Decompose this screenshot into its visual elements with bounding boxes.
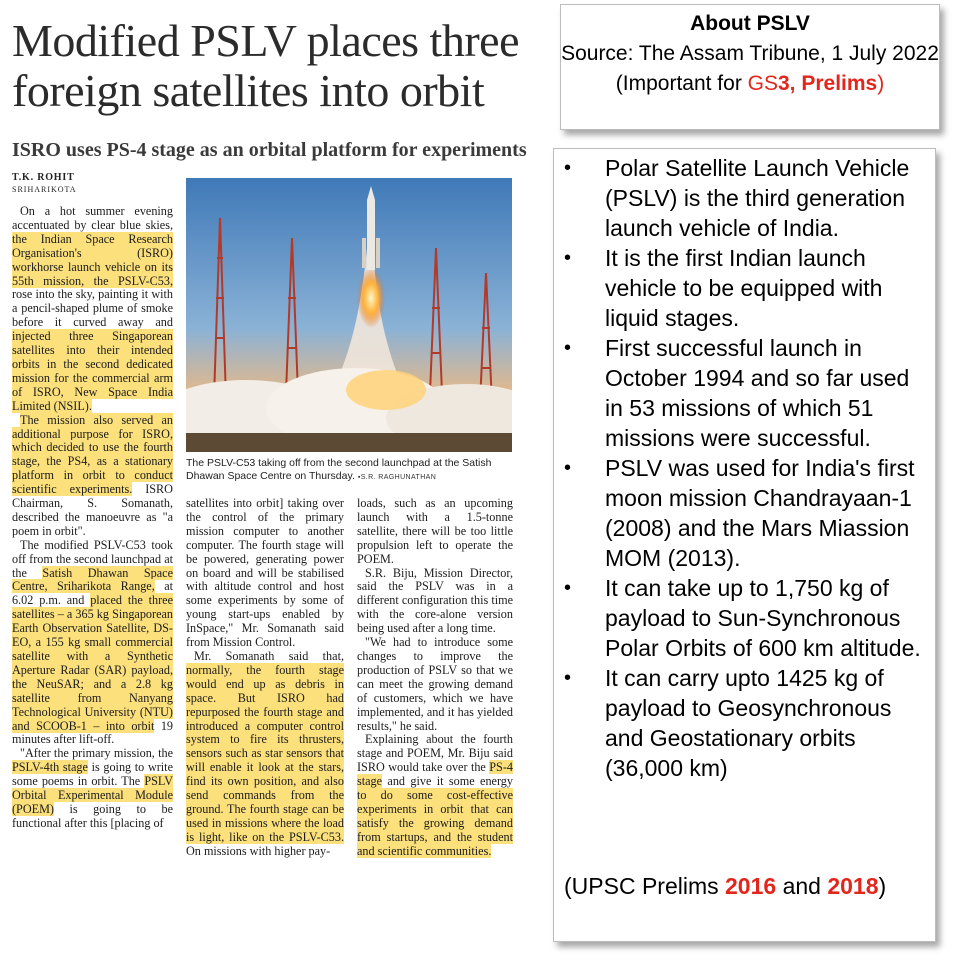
article-paragraph: On a hot summer evening accentuated by clear blue skies, the Indian Space Research Organisation's (ISRO) workhorse launch vehicle on its 55th mission, the PSLV-C53, rose into the sky, painting it with a pencil-shaped plume of smoke before it curved away and injected three Singaporean satellites into their intended orbits in the second dedicated mission for the commercial arm of ISRO, New Space India Limited (NSIL). bbox=[12, 204, 173, 413]
pslv-facts-box bbox=[553, 148, 936, 942]
bullet-icon: • bbox=[564, 157, 572, 179]
upsc-prelims-note: (UPSC Prelims 2016 and 2018) bbox=[564, 873, 887, 899]
about-title: About PSLV bbox=[690, 12, 810, 35]
article-paragraph: loads, such as an upcoming launch with a 1.5-tonne satellite, there will be too little propulsion left to operate the POEM. bbox=[357, 496, 513, 566]
fact-item: • PSLV was used for India's first moon mission Chandrayaan-1 (2008) and the Mars Miassion MOM (2013). bbox=[564, 455, 915, 571]
article-paragraph: S.R. Biju, Mission Director, said the PSLV was in a different configuration this time with the core-alone version being used after a long time. bbox=[357, 565, 513, 636]
bullet-icon: • bbox=[564, 457, 572, 479]
article-subheadline: ISRO uses PS-4 stage as an orbital platform for experiments bbox=[12, 139, 527, 161]
fact-item: • Polar Satellite Launch Vehicle (PSLV) is the third generation launch vehicle of India. bbox=[564, 155, 910, 241]
article-dateline: SRIHARIKOTA bbox=[12, 185, 77, 194]
about-source: Source: The Assam Tribune, 1 July 2022 bbox=[561, 42, 939, 65]
article-paragraph: Mr. Somanath said that, normally, the fourth stage would end up as debris in space. But ISRO had repurposed the fourth stage and introduced a computer control system to fire its thrusters, sensors such as star sensors that will enable it look at the stars, find its own position, and also send commands from the ground. The fourth stage can be used in missions where the load is light, like on the PSLV-C53. On missions with higher pay- bbox=[186, 648, 344, 858]
article-paragraph: satellites into orbit] taking over the control of the primary mission computer to another computer. The fourth stage will be powered, generating power on board and will be stabilised with altitude control and host some experiments by some of young start-ups enabled by InSpace," Mr. Somanath said from Mission Control. bbox=[186, 496, 344, 650]
fact-item: • It can take up to 1,750 kg of payload to Sun-Synchronous Polar Orbits of 600 km altitude. bbox=[564, 575, 921, 661]
article-paragraph: Explaining about the fourth stage and POEM, Mr. Biju said ISRO would take over the PS-4 stage and give it some energy to do some cost-effective experiments in orbit that can satisfy the growing demand from startups, and the student and scientific communities. bbox=[357, 732, 513, 858]
bullet-icon: • bbox=[564, 247, 572, 269]
about-importance: (Important for GS3, Prelims) bbox=[615, 72, 885, 95]
pslv-facts-list bbox=[554, 153, 935, 783]
article-paragraph: The modified PSLV-C53 took off from the second launchpad at the Satish Dhawan Space Centre, Sriharikota Range, at 6.02 p.m. and placed the three satellites – a 365 kg Singaporean Earth Observation Satellite, DS-EO, a 155 kg small commercial satellite with a Synthetic Aperture Radar (SAR) payload, the NeuSAR; and a 2.8 kg satellite from Nanyang Technological University (NTU) and SCOOB-1 – into orbit 19 minutes after lift-off. bbox=[12, 537, 174, 747]
bullet-icon: • bbox=[564, 337, 572, 359]
bullet-icon: • bbox=[564, 667, 572, 689]
article-column-1 bbox=[12, 205, 173, 831]
fact-item: • First successful launch in October 1994 and so far used in 53 missions of which 51 missions were successful. bbox=[564, 335, 910, 451]
rocket-launch-image bbox=[186, 178, 512, 452]
launch-photo bbox=[186, 178, 512, 452]
photo-credit: ▪S.R. RAGHUNATHAN bbox=[357, 474, 437, 481]
article-byline: T.K. ROHIT bbox=[12, 172, 75, 183]
article-column-2 bbox=[186, 497, 344, 859]
article-headline: Modified PSLV places three foreign satellites into orbit bbox=[12, 15, 519, 116]
article-paragraph: "After the primary mission, the PSLV-4th stage is going to write some poems in orbit. The PSLV Orbital Experimental Module (POEM) is going to be functional after this [placing of bbox=[12, 746, 173, 830]
fact-item: • It can carry upto 1425 kg of payload to Geosynchronous and Geostationary orbits (36,000 km) bbox=[564, 665, 892, 781]
fact-item: • It is the first Indian launch vehicle to be equipped with liquid stages. bbox=[564, 245, 883, 331]
photo-caption: The PSLV-C53 taking off from the second launchpad at the Satish Dhawan Space Centre on Thursday. ▪S.R. RAGHUNATHAN bbox=[186, 457, 492, 482]
article-column-3 bbox=[357, 497, 513, 859]
article-paragraph: The mission also served an additional purpose for ISRO, which decided to use the fourth stage, the PS4, as a stationary platform in orbit to conduct scientific experiments. ISRO Chairman, S. Somanath, described the manoeuvre as "a poem in orbit". bbox=[12, 412, 173, 538]
article-paragraph: "We had to introduce some changes to improve the production of PSLV so that we can meet the growing demand of customers, which we have implemented, and it has yielded results," he said. bbox=[357, 635, 513, 733]
about-pslv-box bbox=[560, 4, 940, 130]
bullet-icon: • bbox=[564, 577, 572, 599]
